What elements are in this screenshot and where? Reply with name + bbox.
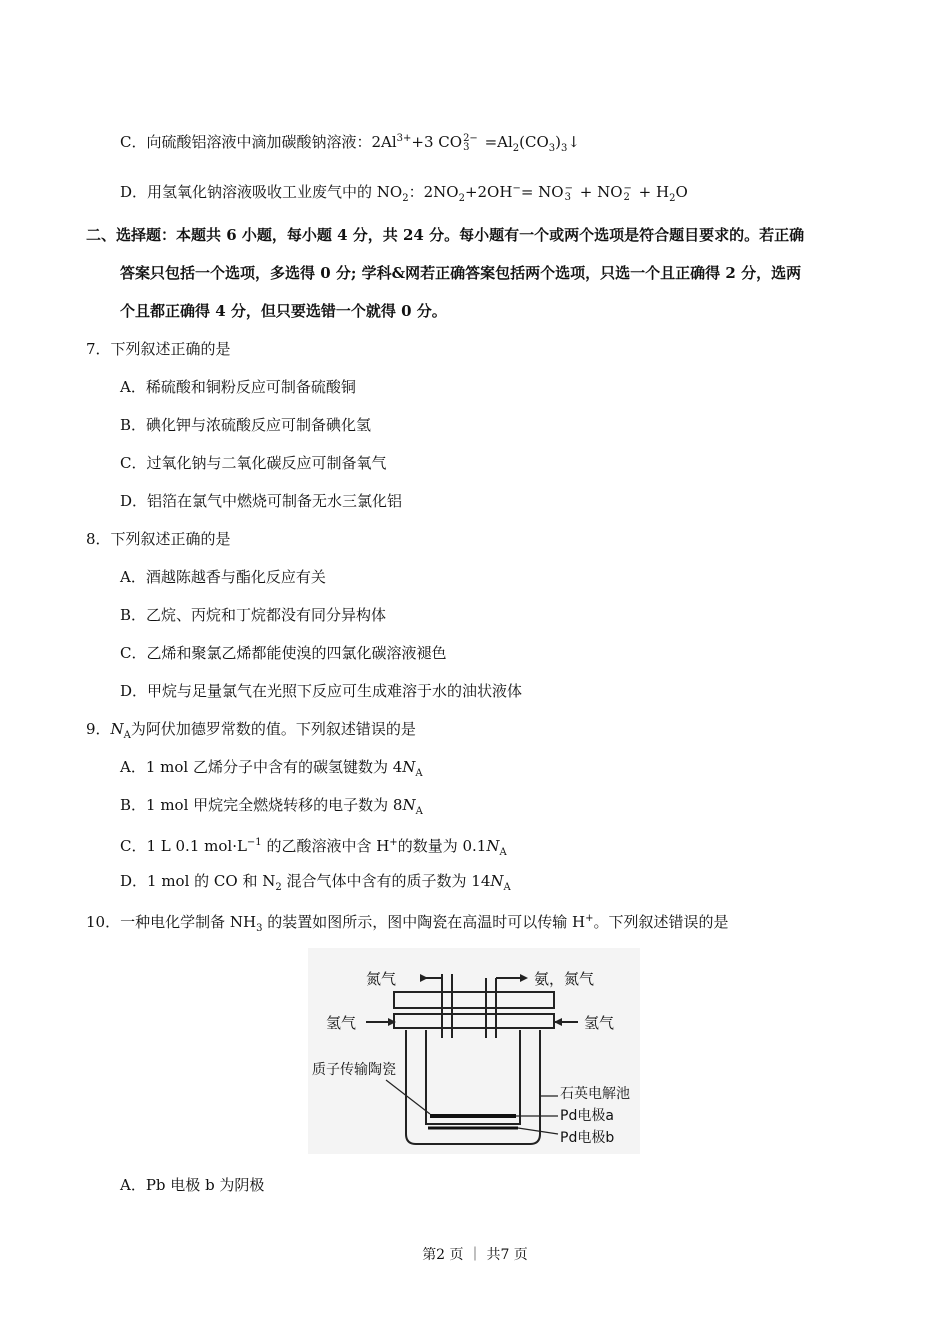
electrolysis-diagram [308,948,640,1154]
q7-option-b: B．碘化钾与浓硫酸反应可制备碘化氢 [120,416,372,434]
page-footer: 第2 页 ｜ 共7 页 [422,1247,528,1263]
q9-option-d: D．1 mol 的 CO 和 $N_2$ 混合气体中含有的质子数为 $14N_A$ [120,872,511,893]
q8-option-d: D．甲烷与足量氯气在光照下反应可生成难溶于水的油状液体 [120,682,523,700]
section-2-line-3: 个且都正确得 4 分，但只要选错一个就得 0 分。 [120,302,447,320]
q8-option-b: B．乙烷、丙烷和丁烷都没有同分异构体 [120,606,387,624]
q9-option-c: C．1 L 0.1 $mol\cdot L^{-1}$ 的乙酸溶液中含 H+的数量为 $0.1N_A$ [120,837,507,858]
section-2-line-2: 答案只包括一个选项，多选得 0 分; 学科&网若正确答案包括两个选项，只选一个且正确得 2 分，选两 [120,264,802,282]
label-pd-b: Pd电极b [560,1130,615,1146]
label-cell: 石英电解池 [560,1086,630,1102]
q8-option-c: C．乙烯和聚氯乙烯都能使溴的四氯化碳溶液褪色 [120,644,447,662]
label-ceramic: 质子传输陶瓷 [312,1062,396,1078]
q8-stem: 8．下列叙述正确的是 [86,530,231,548]
q9-option-a: A．1 mol 乙烯分子中含有的碳氢键数为 $4N_A$ [120,758,423,779]
label-n2-in: 氮气 [366,970,397,988]
q6-option-c: C．向硫酸铝溶液中滴加碳酸钠溶液：$2Al^{3+}+3$ CO 2− 3 $=Al_2(CO_3)_3↓$ [120,133,580,154]
q9-stem: 9．$N_A$为阿伏加德罗常数的值。下列叙述错误的是 [86,720,416,741]
label-h2-right: 氢气 [584,1014,615,1032]
q10-option-a: A．Pb 电极 b 为阴极 [120,1176,265,1194]
q7-option-c: C．过氧化钠与二氧化碳反应可制备氧气 [120,454,387,472]
label-pd-a: Pd电极a [560,1108,614,1124]
label-outlet: 氨，氮气 [534,970,595,988]
q7-stem: 7．下列叙述正确的是 [86,340,231,358]
q7-option-a: A．稀硫酸和铜粉反应可制备硫酸铜 [120,378,356,396]
q7-option-d: D．铝箔在氯气中燃烧可制备无水三氯化铝 [120,492,403,510]
q9-option-b: B．1 mol 甲烷完全燃烧转移的电子数为 $8N_A$ [120,796,423,817]
section-2-line-1: 二、选择题：本题共 6 小题，每小题 4 分，共 24 分。每小题有一个或两个选项是符合题目要求的。若正确 [86,226,805,244]
label-h2-left: 氢气 [326,1014,357,1032]
q8-option-a: A．酒越陈越香与酯化反应有关 [120,568,326,586]
q6-option-d: D．用氢氧化钠溶液吸收工业废气中的 $NO_2$：$2NO_2+2OH^-=$ NO − 3 + NO − 2 + $H_2O$ [120,183,688,204]
electrolysis-diagram-svg [308,948,640,1154]
q10-stem: 10．一种电化学制备 $NH_3$ 的装置如图所示，图中陶瓷在高温时可以传输 H+。下列叙述错误的是 [86,913,729,934]
